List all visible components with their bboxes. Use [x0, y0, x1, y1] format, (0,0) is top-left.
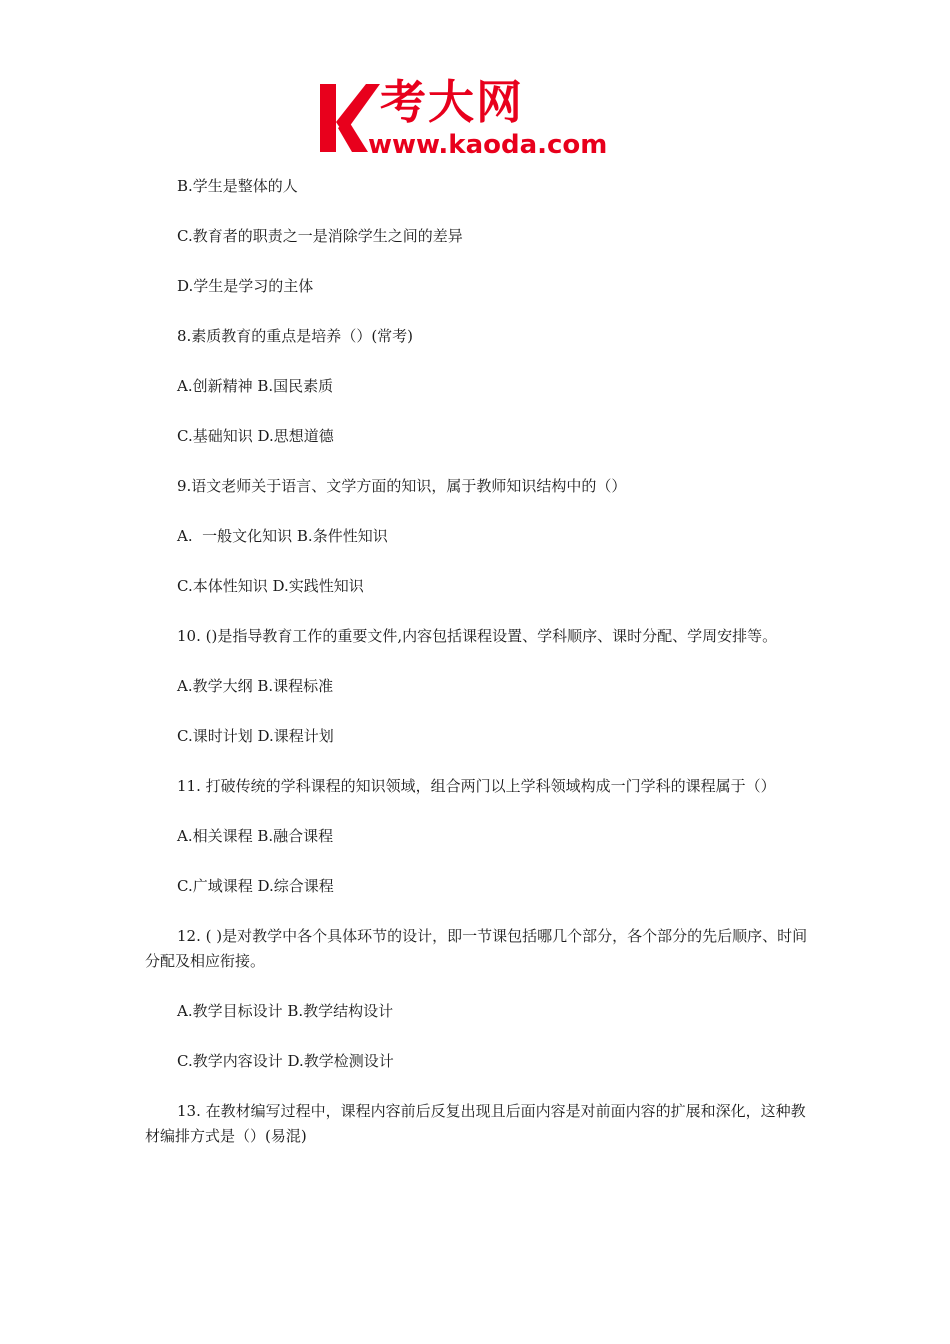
option-line: A.教学大纲 B.课程标准	[177, 677, 334, 695]
option-line: C.基础知识 D.思想道德	[177, 427, 334, 445]
logo-title: 考大网	[380, 75, 524, 129]
option-line: A.教学目标设计 B.教学结构设计	[177, 1002, 394, 1020]
question-line: 13. 在教材编写过程中，课程内容前后反复出现且后面内容是对前面内容的扩展和深化，这种教材编排方式是（）(易混)	[145, 1102, 806, 1145]
question-line: 9.语文老师关于语言、文学方面的知识，属于教师知识结构中的（）	[177, 477, 627, 495]
option-line: C.本体性知识 D.实践性知识	[177, 577, 364, 595]
option-line: A.相关课程 B.融合课程	[177, 827, 334, 845]
document-body	[145, 174, 810, 1174]
option-line: C.教育者的职责之一是消除学生之间的差异	[177, 227, 463, 245]
option-line: A.创新精神 B.国民素质	[177, 377, 334, 395]
question-line: 8.素质教育的重点是培养（）(常考)	[177, 327, 414, 345]
option-line: D.学生是学习的主体	[177, 277, 314, 295]
question-line: 11. 打破传统的学科课程的知识领域，组合两门以上学科领域构成一门学科的课程属于（）	[177, 777, 776, 795]
option-line: C.课时计划 D.课程计划	[177, 727, 334, 745]
option-line: C.广域课程 D.综合课程	[177, 877, 334, 895]
option-line: B.学生是整体的人	[177, 177, 298, 195]
kaoda-logo	[318, 75, 638, 162]
question-line: 12. ( )是对教学中各个具体环节的设计，即一节课包括哪几个部分，各个部分的先后顺序、时间分配及相应衔接。	[145, 927, 808, 970]
question-line: 10. ()是指导教育工作的重要文件,内容包括课程设置、学科顺序、课时分配、学周安排等。	[177, 627, 778, 645]
option-line: C.教学内容设计 D.教学检测设计	[177, 1052, 394, 1070]
logo-url: www.kaoda.com	[368, 130, 608, 160]
option-line: A. 一般文化知识 B.条件性知识	[177, 527, 388, 545]
